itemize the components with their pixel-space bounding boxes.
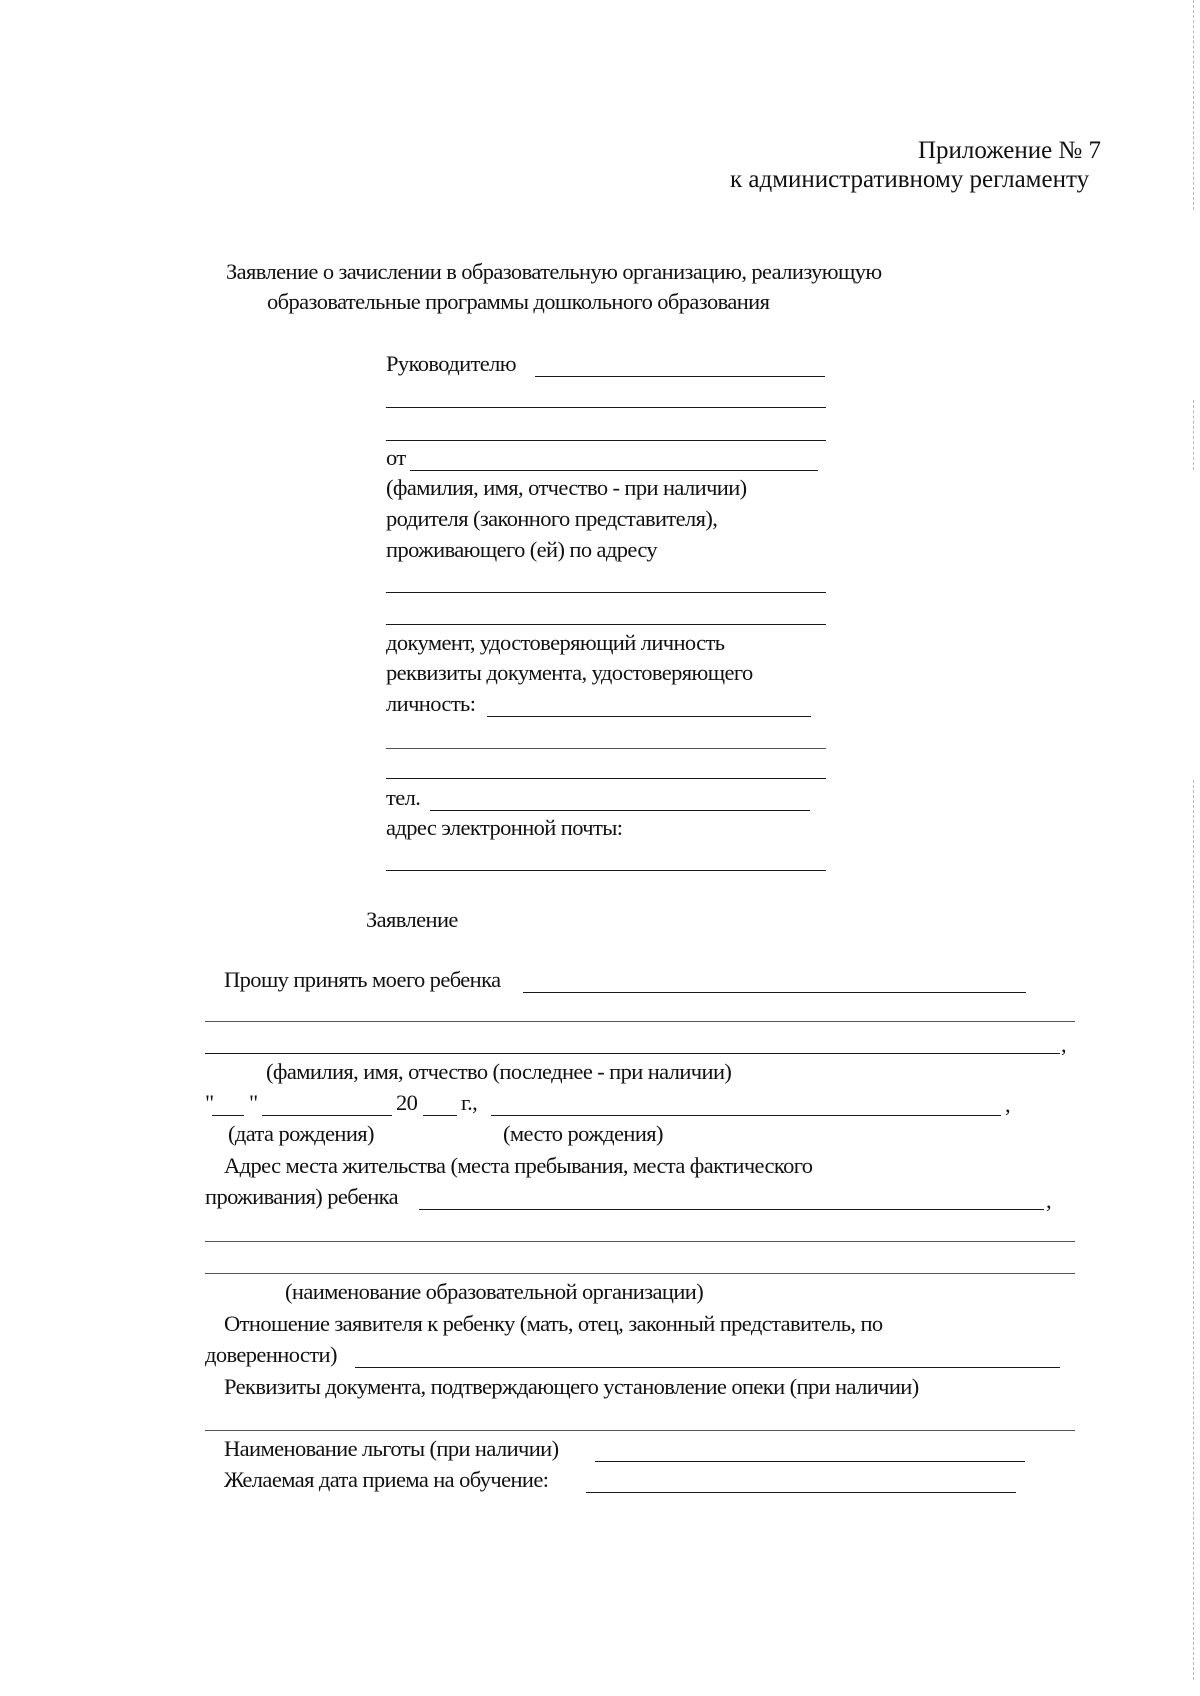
identity-label: личность: <box>386 691 476 716</box>
year-prefix: 20 <box>396 1090 418 1115</box>
applicant-fio-hint: (фамилия, имя, отчество - при наличии) <box>386 475 747 500</box>
head-label: Руководителю <box>386 351 517 376</box>
organization-hint: (наименование образовательной организации) <box>285 1279 704 1304</box>
relation-line[interactable] <box>355 1367 1060 1368</box>
email-label: адрес электронной почты: <box>386 815 623 840</box>
start-date-line[interactable] <box>586 1492 1016 1493</box>
child-name-line-3[interactable] <box>205 1053 1060 1054</box>
relation-label-2: доверенности) <box>205 1342 337 1367</box>
address-line-2[interactable] <box>386 624 826 625</box>
identity-details-line[interactable] <box>487 716 811 717</box>
relation-label: Отношение заявителя к ребенку (мать, отец, законный представитель, по <box>224 1311 883 1336</box>
document-title-line1: Заявление о зачислении в образовательную организацию, реализующую <box>226 259 882 284</box>
appendix-number: Приложение № 7 <box>918 137 1102 164</box>
start-date-label: Желаемая дата приема на обучение: <box>224 1467 549 1492</box>
document-title-line2: образовательные программы дошкольного образования <box>267 289 770 314</box>
application-heading: Заявление <box>366 907 458 932</box>
benefit-label: Наименование льготы (при наличии) <box>224 1436 559 1461</box>
identity-details-label: реквизиты документа, удостоверяющего <box>386 660 753 685</box>
residence-address-label-2: проживания) ребенка <box>205 1184 399 1209</box>
request-label: Прошу принять моего ребенка <box>224 967 501 992</box>
head-org-line[interactable] <box>386 407 826 408</box>
regulation-reference: к административному регламенту <box>730 166 1090 193</box>
residence-address-label: Адрес места жительства (места пребывания, места фактического <box>224 1153 813 1178</box>
birth-date-hint: (дата рождения) <box>228 1121 374 1146</box>
residence-address-line-2[interactable] <box>205 1241 1075 1242</box>
scan-edge-artifact <box>1193 400 1195 470</box>
identity-details-line-2[interactable] <box>386 748 826 749</box>
child-name-line[interactable] <box>523 992 1026 993</box>
benefit-line[interactable] <box>595 1461 1025 1462</box>
phone-line[interactable] <box>430 810 810 811</box>
date-quote-close: " <box>249 1090 258 1115</box>
scan-edge-artifact <box>1193 780 1195 1680</box>
address-line[interactable] <box>386 592 826 593</box>
child-name-line-2[interactable] <box>205 1021 1075 1022</box>
child-fio-hint: (фамилия, имя, отчество (последнее - при наличии) <box>266 1059 732 1084</box>
residing-label: проживающего (ей) по адресу <box>386 537 658 562</box>
phone-label: тел. <box>386 785 421 810</box>
child-name-comma: , <box>1061 1032 1067 1057</box>
head-org-line-2[interactable] <box>386 440 826 441</box>
guardianship-label: Реквизиты документа, подтверждающего установление опеки (при наличии) <box>224 1374 919 1399</box>
birth-month-line[interactable] <box>262 1115 392 1116</box>
email-line[interactable] <box>386 870 826 871</box>
residence-address-comma: , <box>1046 1188 1052 1213</box>
organization-line[interactable] <box>205 1273 1075 1274</box>
birth-place-comma: , <box>1005 1092 1011 1117</box>
head-name-line[interactable] <box>535 376 825 377</box>
scan-edge-artifact <box>1193 0 1195 210</box>
identity-details-line-3[interactable] <box>386 778 826 779</box>
birth-place-hint: (место рождения) <box>503 1121 663 1146</box>
identity-document-label: документ, удостоверяющий личность <box>386 630 725 655</box>
birth-day-line[interactable] <box>212 1115 244 1116</box>
year-suffix: г., <box>461 1090 478 1115</box>
guardianship-line[interactable] <box>205 1430 1075 1431</box>
parent-label: родителя (законного представителя), <box>386 506 718 531</box>
from-label: от <box>386 445 406 470</box>
birth-place-line[interactable] <box>491 1115 1001 1116</box>
applicant-name-line[interactable] <box>410 470 818 471</box>
birth-year-line[interactable] <box>423 1115 457 1116</box>
residence-address-line[interactable] <box>419 1209 1044 1210</box>
date-quote-open: " <box>205 1090 214 1115</box>
